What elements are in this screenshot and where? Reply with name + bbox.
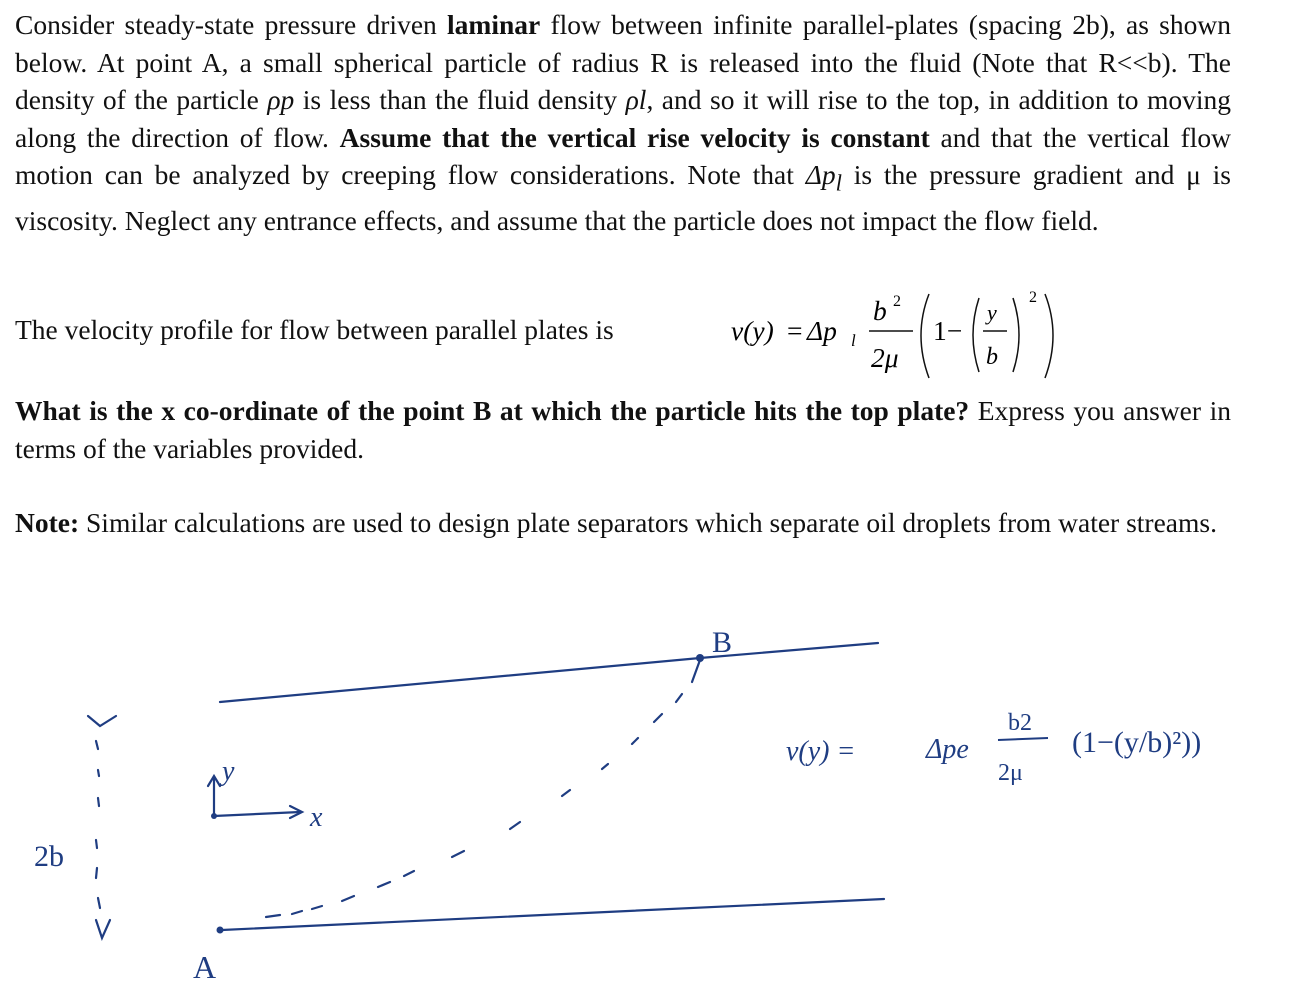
eq-num-exp: 2 [893,293,901,310]
rho-p-symbol: ρp [267,84,295,115]
eq-sign: = [787,315,803,346]
bottom-plate [222,899,884,930]
axis-x-label: x [310,802,323,833]
text: is the pressure gradient and μ is viscosity. Neglect any entrance effects, and assume that the particle does not impact the flow field. [15,159,1231,236]
delta-p: Δp [805,159,836,190]
axis-y-label: y [222,756,235,787]
eq-b: b [986,344,998,370]
eq-den: 2μ [871,342,899,373]
label-2b: 2b [34,840,64,873]
label-b: B [712,626,733,659]
bold-text: Assume that the vertical rise velocity is constant [339,121,930,153]
top-plate [220,643,878,702]
eq-outer-exp: 2 [1029,289,1037,306]
text: Consider steady-state pressure driven [15,9,448,40]
text: and that the vertical flow motion can be analyzed by creeping flow considerations. Note that [15,121,1231,190]
dimension-2b [88,716,116,938]
velocity-intro: The velocity profile for flow between parallel plates is [15,314,614,345]
eq-num: b [873,295,887,326]
delta-p-sub: l [835,170,842,196]
hand-eq-lhs: v(y) = [786,736,856,767]
text: is less than the fluid density [294,84,626,115]
note-label: Note: [15,507,80,538]
point-a-dot [217,927,224,934]
hand-eq-bar [998,738,1048,740]
hand-eq-paren: (1−(y/b)²)) [1072,726,1202,759]
hand-eq-den: 2μ [998,760,1023,786]
question-text: Express you answer in terms of the variables provided. [15,395,1231,464]
particle-trajectory [266,660,700,917]
note-text: Similar calculations are used to design plate separators which separate oil droplets from water streams. [79,507,1217,538]
eq-lhs: v(y) [731,315,774,346]
origin-dot [211,813,217,819]
label-a: A [193,949,217,982]
eq-one-minus: 1− [933,315,963,346]
text: , and so it will rise to the top, in addition to moving along the direction of flow. [15,84,1231,153]
eq-dp: Δp [807,315,837,346]
bold-text: laminar [447,9,541,40]
hand-eq-dp: Δpe [926,734,969,765]
question-bold: What is the x co-ordinate of the point B at which the particle hits the top plate? [15,395,970,426]
hand-eq-num: b2 [1008,710,1032,736]
point-b-dot [696,654,704,662]
text: flow between infinite parallel-plates (spacing 2b), as shown below. At point A, a small spherical particle of radius R is released into the fluid (Note that R<<b). The density of the particle [15,9,1231,115]
rho-l-symbol: ρl [625,84,647,115]
eq-dp-sub: l [851,331,856,350]
x-axis [214,812,300,816]
eq-y: y [987,300,997,325]
